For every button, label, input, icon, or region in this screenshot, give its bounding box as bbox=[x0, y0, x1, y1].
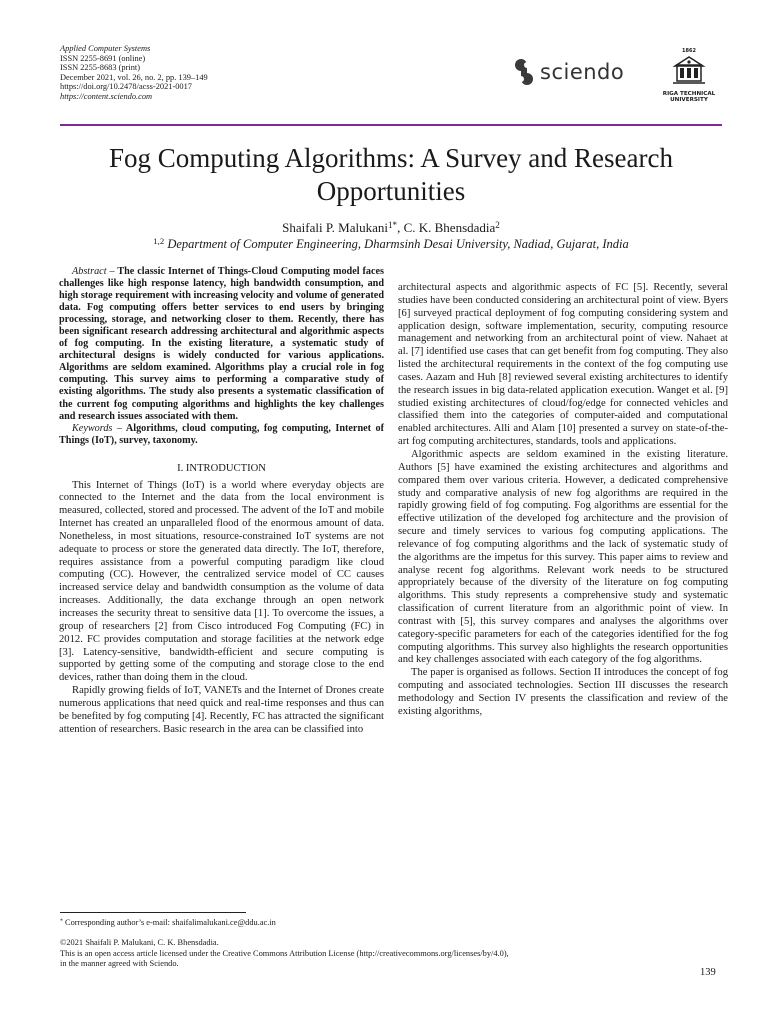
affiliation-superscript: 1,2 bbox=[153, 236, 165, 247]
author-name: Shaifali P. Malukani bbox=[282, 220, 388, 235]
author-separator: , bbox=[397, 220, 404, 235]
keywords bbox=[59, 423, 384, 447]
license-notice bbox=[60, 938, 720, 970]
header-divider bbox=[60, 124, 722, 126]
rtu-year: 1862 bbox=[682, 48, 696, 54]
keywords-text: Algorithms, cloud computing, fog computing, Internet of Things (IoT), survey, taxonomy. bbox=[59, 422, 384, 446]
paper-title: Fog Computing Algorithms: A Survey and Research Opportunities bbox=[109, 143, 673, 206]
section-name: NTRODUCTION bbox=[189, 462, 266, 474]
section-number: I. I bbox=[177, 462, 190, 474]
keywords-label: Keywords – bbox=[72, 422, 122, 434]
section-heading bbox=[59, 463, 384, 476]
license-line: This is an open access article licensed under the Creative Commons Attribution License (http://creativecommons.org/licenses/by/4.0), bbox=[60, 948, 509, 958]
body-paragraph: architectural aspects and algorithmic aspects of FC [5]. Recently, several studies have been conducted considering an architectural point of view. Byers [6] surveyed practical deployment of fog computing considering system and application design, software implementation, security, computing resource management and networking from an architectural point of view. Nahaet at al. [7] identified use cases that can get benefit from fog computing. They also listed the architectural requirements in the context of the fog computing use cases. Aazam and Huh [8] reviewed several existing architectures to identify the research issues in big data-related application execution. Wanget et al. [9] studied existing architectures of cloud/fog/edge for connected vehicles and classified them into the categories of computer-aided and computational enabled architectures. Alli and Alam [10] presented a survey on state-of-the-art fog computing architectures, standards, tools and applications. bbox=[398, 282, 728, 448]
author-name: C. K. Bhensdadia bbox=[403, 220, 496, 235]
abstract-label: Abstract – bbox=[72, 266, 115, 277]
rtu-logo bbox=[658, 48, 720, 104]
affiliation bbox=[60, 236, 722, 252]
issn-print: ISSN 2255-8683 (print) bbox=[60, 63, 141, 73]
right-column bbox=[398, 282, 728, 719]
doi-link[interactable]: https://doi.org/10.2478/acss-2021-0017 bbox=[60, 82, 192, 92]
rtu-crest-icon bbox=[658, 55, 720, 90]
issue-info: December 2021, vol. 26, no. 2, pp. 139–149 bbox=[60, 72, 208, 82]
left-column bbox=[59, 266, 384, 736]
author-superscript: 1* bbox=[387, 219, 398, 230]
footnote-marker: * bbox=[60, 918, 63, 925]
page-header bbox=[60, 44, 720, 124]
footnote-divider bbox=[60, 912, 246, 913]
issn-online: ISSN 2255-8691 (online) bbox=[60, 53, 146, 63]
body-paragraph: Algorithmic aspects are seldom examined in the existing literature. Authors [5] have examined the existing architectures and algorithms and compared them over various criteria. However, a dedicated comprehensive study and comparative analysis of new fog algorithms are required in the rapidly growing field of fog computing. Fog algorithms are essential for the effective utilization of the developed fog architecture and the provision of secure and timely services to various fog computing applications. The relevance of fog computing algorithms and the lack of systematic study of the algorithms are the impetus for this survey. This paper aims to review and analyse recent fog algorithms. Relevant work needs to be structured appropriately because of the diversity of the literature on fog computing algorithms. This study represents a comprehensive study and systematic classification of current literature from an algorithmic point of view. In contrast with [5], this survey compares and analyses the algorithms over category-specific parameters for each of the categories identified for the fog computing algorithms. This survey also highlights the research opportunities and key challenges associated with each category of the fog algorithms. bbox=[398, 448, 728, 666]
abstract bbox=[59, 266, 384, 423]
author-superscript: 2 bbox=[495, 219, 500, 230]
sciendo-s-icon bbox=[514, 58, 534, 86]
journal-url[interactable]: https://content.sciendo.com bbox=[60, 91, 153, 101]
footnote-text: Corresponding author’s e-mail: shaifalimalukani.ce@ddu.ac.in bbox=[62, 918, 276, 927]
license-line: in the manner agreed with Sciendo. bbox=[60, 959, 179, 969]
journal-meta bbox=[60, 44, 208, 102]
abstract-text: The classic Internet of Things-Cloud Computing model faces challenges like high response latency, high bandwidth consumption, and high storage requirement with increasing velocity and volume of generated data. Fog computing offers better services to end users by bringing processing, storage, and networking closer to them. Recently, there has been significant research addressing architectural and algorithmic aspects of fog computing. In the existing literature, a systematic study of architectural designs is widely conducted for various applications. Algorithms are seldom examined. Algorithms play a crucial role in fog computing. This survey aims to performing a comparative study of existing algorithms. The study also presents a systematic classification of the current fog computing algorithms and highlights the key challenges and research issues associated with them. bbox=[59, 266, 384, 422]
rtu-name-line1: RIGA TECHNICAL bbox=[662, 91, 716, 97]
page-number: 139 bbox=[700, 967, 716, 978]
body-paragraph: Rapidly growing fields of IoT, VANETs and the Internet of Drones create numerous applications that need quick and real-time responses and thus can be benefited by fog computing [4]. Recently, FC has attracted the significant attention of researchers. Basic research in the area can be classified into bbox=[59, 685, 384, 735]
sciendo-logo bbox=[514, 57, 624, 87]
journal-name: Applied Computer Systems bbox=[60, 44, 151, 53]
body-paragraph: The paper is organised as follows. Section II introduces the concept of fog computing and associated technologies. Section III discusses the research methodology and Section IV presents the classification and review of the existing algorithms, bbox=[398, 667, 728, 717]
body-paragraph: This Internet of Things (IoT) is a world where everyday objects are connected to the Internet and the data from the local environment is measured, collected, stored and processed. The advent of the IoT and mobile Internet has created an unparalleled flood of the enormous amount of data. Nonetheless, in most situations, resource-constrained IoT systems are not adequate to process or store the generated data directly. The IoT, therefore, requires assistance from a powerful computing paradigm like cloud computing (CC). However, the centralized service model of CC causes increased service delay and bandwidth consumption as the volume of data increases. Additionally, the data exchange through an open network increases the security threat to sensitive data [1]. To overcome the issues, a group of researchers [2] from Cisco introduced Fog Computing (FC) in 2012. FC provides computation and storage facilities at the network edge [3]. Latency-sensitive, bandwidth-efficient and secure computing is supported by getting some of the computing and storage close to the end devices, rather than doing them in the cloud. bbox=[59, 479, 384, 684]
rtu-name-line2: UNIVERSITY bbox=[670, 97, 708, 104]
sciendo-wordmark: sciendo bbox=[540, 60, 625, 84]
affiliation-text: Department of Computer Engineering, Dharmsinh Desai University, Nadiad, Gujarat, India bbox=[167, 237, 629, 251]
copyright-line: ©2021 Shaifali P. Malukani, C. K. Bhensdadia. bbox=[60, 938, 219, 947]
author-line bbox=[60, 220, 722, 236]
footnote bbox=[60, 918, 276, 928]
